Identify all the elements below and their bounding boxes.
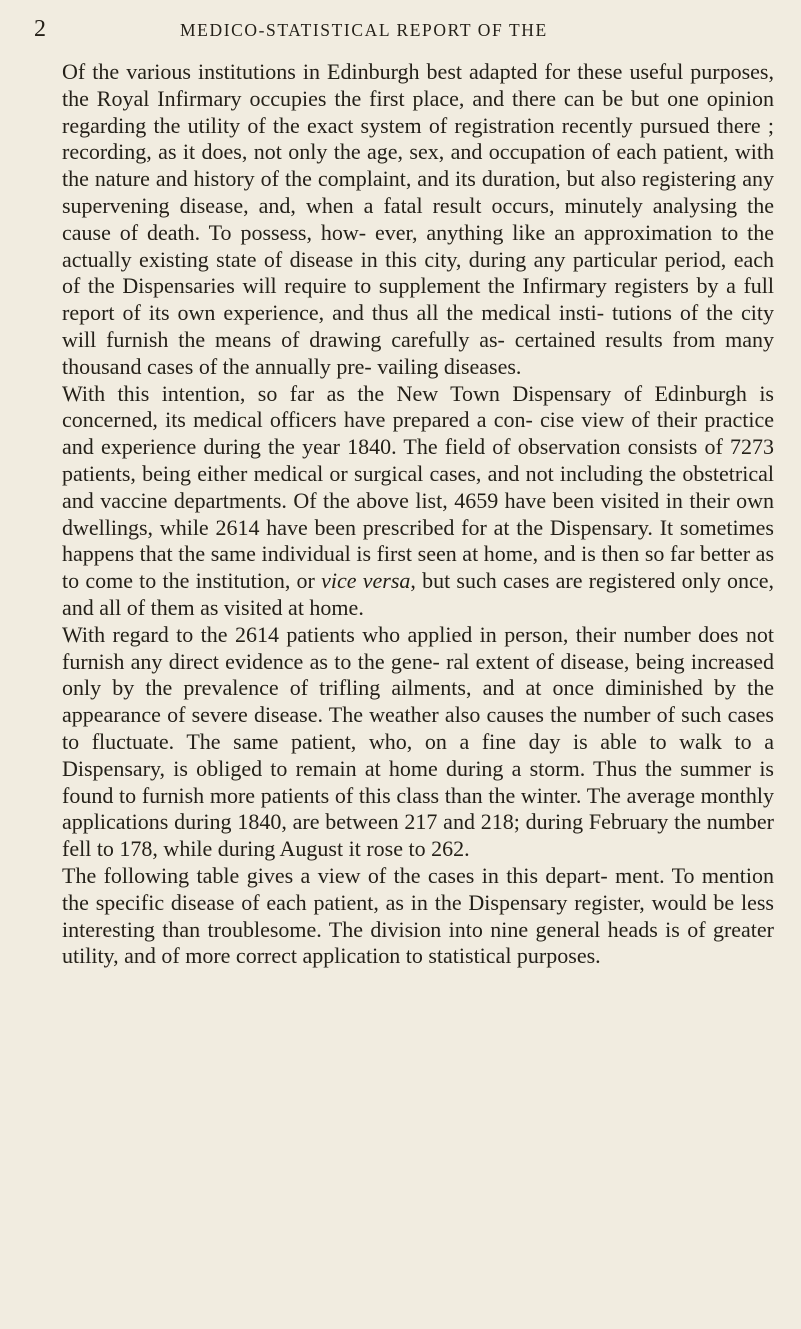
- body-text: [62, 59, 774, 970]
- paragraph-1: Of the various institutions in Edinburgh best adapted for these useful purposes, the Royal Infirmary occupies the first place, and there can be but one opinion regarding the utility of the exact system of registration recently pursued there ; recording, as it does, not only the age, sex, and occupation of each patient, with the nature and history of the complaint, and its duration, but also registering any supervening disease, and, when a fatal result occurs, minutely analysing the cause of death. To possess, how- ever, anything like an approximation to the actually existing state of disease in this city, during any particular period, each of the Dispensaries will require to supplement the Infirmary registers by a full report of its own experience, and thus all the medical insti- tutions of the city will furnish the means of drawing carefully as- certained results from many thousand cases of the annually pre- vailing diseases.: [62, 59, 774, 379]
- page-header: [0, 14, 801, 44]
- paragraph-2-text-after-italic: , but such cases are registered only once, and all of them as visited at home.: [62, 568, 774, 620]
- paragraph-2: [62, 381, 774, 622]
- paragraph-4: The following table gives a view of the cases in this depart- ment. To mention the specific disease of each patient, as in the Dispensary register, would be less interesting than troublesome. The division into nine general heads is of greater utility, and of more correct application to statistical purposes.: [62, 862, 774, 969]
- paragraph-3: With regard to the 2614 patients who applied in person, their number does not furnish any direct evidence as to the gene- ral extent of disease, being increased only by the prevalence of trifling ailments, and at once diminished by the appearance of severe disease. The weather also causes the number of such cases to fluctuate. The same patient, who, on a fine day is able to walk to a Dispensary, is obliged to remain at home during a storm. Thus the summer is found to furnish more patients of this class than the winter. The average monthly applications during 1840, are between 217 and 218; during February the number fell to 178, while during August it rose to 262.: [62, 621, 774, 862]
- page-number: 2: [34, 16, 46, 42]
- running-title: MEDICO-STATISTICAL REPORT OF THE: [180, 20, 548, 40]
- paragraph-2-text-before-italic: With this intention, so far as the New Town Dispensary of Edinburgh is concerned, its medical officers have prepared a con- cise view of their practice and experience during the year 1840. The field of observation consists of 7273 patients, being either medical or surgical cases, and not including the obstetrical and vaccine departments. Of the above list, 4659 have been visited in their own dwellings, while 2614 have been prescribed for at the Dispensary. It sometimes happens that the same individual is first seen at home, and is then so far better as to come to the institution, or: [62, 380, 774, 594]
- italic-phrase: vice versa: [321, 568, 411, 594]
